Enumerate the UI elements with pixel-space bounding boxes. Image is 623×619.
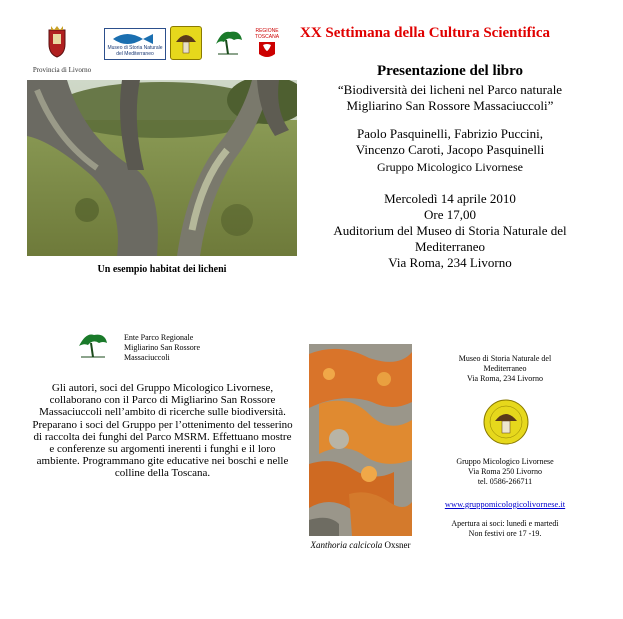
museo-address bbox=[430, 354, 580, 384]
organizing-group: Gruppo Micologico Livornese bbox=[377, 160, 523, 174]
event-address: Via Roma, 234 Livorno bbox=[388, 255, 512, 270]
event-series-title: XX Settimana della Cultura Scientifica bbox=[300, 25, 550, 41]
authors-line: Vincenzo Caroti, Jacopo Pasquinelli bbox=[355, 142, 545, 157]
museo-line: Museo di Storia Naturale del bbox=[458, 354, 552, 363]
event-venue-line: Auditorium del Museo di Storia Naturale del bbox=[333, 223, 567, 238]
provincia-livorno-logo bbox=[44, 24, 70, 58]
museum-logo bbox=[104, 28, 166, 60]
event-time: Ore 17,00 bbox=[424, 207, 476, 222]
ente-line: Migliarino San Rossore bbox=[124, 343, 200, 352]
ente-parco-logo bbox=[76, 330, 110, 360]
description-paragraph: Gli autori, soci del Gruppo Micologico Livornese, collaborano con il Parco di Migliarino San Rossore Massaciuccoli nell’ambito di ricerche sulle biodiversità. Preparano i soci del Gruppo per l’ottenimento del tesserino di raccolta dei funghi del Parco MSRM. Effettuano mostre e conferenze su argomenti inerenti i funghi e il loro ambiente. Programmano gite educative nei boschi e nelle colline della Toscana. bbox=[32, 382, 293, 480]
habitat-photo-caption: Un esempio habitat dei licheni bbox=[97, 264, 227, 275]
book-authors bbox=[300, 126, 600, 158]
book-title bbox=[300, 82, 600, 114]
xanthoria-caption bbox=[298, 540, 423, 550]
ente-line: Massaciuccoli bbox=[124, 353, 170, 362]
museo-line: Via Roma, 234 Livorno bbox=[467, 374, 543, 383]
book-title-line: Migliarino San Rossore Massaciuccoli” bbox=[346, 98, 554, 113]
website-link[interactable]: www.gruppomicologicolivornese.it bbox=[444, 499, 566, 509]
opening-line: Apertura ai soci: lunedì e martedì bbox=[451, 519, 559, 528]
ente-parco-name bbox=[124, 333, 234, 363]
xanthoria-photo bbox=[309, 344, 412, 536]
province-caption: Provincia di Livorno bbox=[32, 66, 92, 74]
opening-line: Non festivi ore 17 -19. bbox=[468, 529, 542, 538]
species-author: Oxsner bbox=[384, 540, 411, 550]
gruppo-micologico-badge bbox=[483, 399, 529, 445]
event-details bbox=[300, 191, 600, 271]
gruppo-line: Gruppo Micologico Livornese bbox=[456, 457, 554, 466]
gruppo-line: Via Roma 250 Livorno bbox=[468, 467, 542, 476]
museo-line: Mediterraneo bbox=[483, 364, 527, 373]
event-date: Mercoledì 14 aprile 2010 bbox=[384, 191, 516, 206]
species-name: Xanthoria calcicola bbox=[310, 540, 383, 550]
gruppo-address bbox=[430, 457, 580, 487]
gruppo-phone: tel. 0586-266711 bbox=[477, 477, 533, 486]
authors-line: Paolo Pasquinelli, Fabrizio Puccini, bbox=[357, 126, 543, 141]
ente-line: Ente Parco Regionale bbox=[124, 333, 194, 342]
book-title-line: “Biodiversità dei licheni nel Parco naturale bbox=[337, 82, 563, 97]
event-venue-line: Mediterraneo bbox=[414, 239, 486, 254]
presentation-heading: Presentazione del libro bbox=[376, 63, 524, 79]
lichen-habitat-photo bbox=[27, 80, 297, 256]
opening-hours bbox=[430, 519, 580, 539]
parco-tree-logo bbox=[212, 26, 244, 58]
regione-toscana-logo bbox=[254, 28, 280, 60]
region-logo-text: REGIONE TOSCANA bbox=[254, 28, 280, 40]
gruppo-micologico-logo bbox=[170, 26, 202, 60]
museum-logo-text: Museo di Storia Naturale del Mediterraneo bbox=[107, 45, 163, 57]
